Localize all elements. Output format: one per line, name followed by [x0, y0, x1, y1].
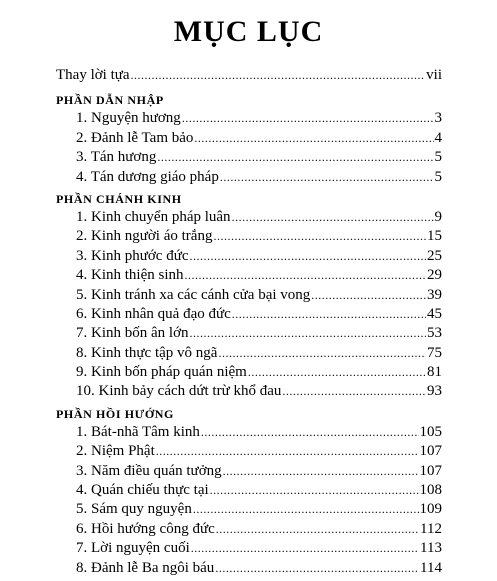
page-title: MỤC LỤC [173, 15, 324, 48]
toc-entry-page: 105 [419, 423, 442, 440]
toc-entry-page: 45 [427, 305, 442, 322]
toc-entry[interactable] [56, 382, 442, 401]
dot-leader [190, 247, 426, 266]
dot-leader [193, 500, 419, 519]
dot-leader [215, 559, 419, 578]
toc-entry-page: 4 [434, 129, 442, 146]
toc-entry-page: 5 [434, 149, 442, 166]
toc-entry[interactable] [56, 559, 442, 578]
toc-entry[interactable] [56, 305, 442, 324]
toc-entry-label: 3. Tán hương [76, 149, 157, 166]
toc-entry-page: vii [426, 67, 442, 83]
section-heading: PHẦN DẪN NHẬP [56, 93, 164, 108]
toc-entry[interactable] [56, 148, 442, 167]
toc-entry[interactable] [56, 227, 442, 246]
toc-section [56, 92, 442, 187]
toc-entry-label: 1. Kinh chuyển pháp luân [76, 208, 231, 225]
toc-entry-page: 39 [427, 286, 442, 303]
toc-entry-label: Thay lời tựa [56, 67, 130, 83]
toc-entry-page: 3 [434, 110, 442, 127]
dot-leader [220, 168, 434, 187]
toc-entry-label: 1. Bát-nhã Tâm kinh [76, 423, 200, 440]
dot-leader [131, 66, 426, 85]
toc-entry[interactable] [56, 247, 442, 266]
toc-entry-page: 107 [419, 443, 442, 460]
toc-entry[interactable] [56, 208, 442, 227]
toc-entry[interactable] [56, 363, 442, 382]
toc-entry-label: 7. Kinh bốn ân lớn [76, 325, 189, 342]
toc-entry[interactable] [56, 109, 442, 128]
toc-entry[interactable] [56, 266, 442, 285]
toc-entry[interactable] [56, 462, 442, 481]
dot-leader [157, 148, 433, 167]
toc-entry-label: 6. Kinh nhân quả đạo đức [76, 305, 231, 322]
toc-entry-label: 4. Quán chiếu thực tại [76, 482, 209, 499]
toc-section [56, 406, 442, 578]
toc-entry-page: 75 [427, 344, 442, 361]
toc-entry-page: 112 [420, 520, 442, 537]
toc-entry-page: 114 [420, 559, 442, 576]
toc-entry-label: 8. Đảnh lễ Ba ngôi báu [76, 559, 215, 576]
toc-entry-page: 53 [427, 325, 442, 342]
toc-entry-label: 2. Kinh người áo trắng [76, 228, 213, 245]
dot-leader [191, 539, 419, 558]
toc-entry-page: 113 [420, 540, 442, 557]
toc-entry-page: 15 [427, 228, 442, 245]
toc-entry-label: 2. Đảnh lễ Tam bảo [76, 129, 194, 146]
dot-leader [185, 266, 427, 285]
toc-entry[interactable] [56, 344, 442, 363]
toc-entry-label: 10. Kinh bảy cách dứt trừ khổ đau [76, 383, 282, 400]
toc-entry-label: 1. Nguyện hương [76, 110, 181, 127]
toc-entry[interactable] [56, 500, 442, 519]
dot-leader [218, 344, 426, 363]
toc-entry[interactable] [56, 423, 442, 442]
dot-leader [156, 442, 419, 461]
dot-leader [216, 520, 419, 539]
toc-entry-page: 5 [434, 168, 442, 185]
toc-entry-label: 6. Hồi hướng công đức [76, 520, 215, 537]
section-heading: PHẦN CHÁNH KINH [56, 191, 182, 206]
dot-leader [182, 109, 434, 128]
toc-entry-label: 7. Lời nguyện cuối [76, 540, 190, 557]
toc-sections [56, 92, 442, 578]
toc-entry-label: 4. Tán dương giáo pháp [76, 168, 219, 185]
toc-entry-page: 81 [427, 364, 442, 381]
toc-entry-page: 9 [434, 208, 442, 225]
toc-entry-page: 29 [427, 267, 442, 284]
toc-entry[interactable] [56, 324, 442, 343]
toc-entry-page: 93 [427, 383, 442, 400]
toc-entry[interactable] [56, 168, 442, 187]
toc-entry-label: 5. Kinh tránh xa các cánh cửa bại vong [76, 286, 311, 303]
dot-leader [232, 208, 434, 227]
toc-entry-label: 5. Sám quy nguyện [76, 501, 192, 518]
toc-entry-intro[interactable] [56, 66, 442, 85]
dot-leader [282, 382, 426, 401]
toc-entry-label: 4. Kinh thiện sinh [76, 267, 184, 284]
dot-leader [213, 227, 426, 246]
toc-entry-page: 107 [419, 462, 442, 479]
toc-entry[interactable] [56, 539, 442, 558]
toc-entry-label: 3. Kinh phước đức [76, 247, 189, 264]
toc-entry-label: 8. Kinh thực tập vô ngã [76, 344, 218, 361]
toc-entry-page: 108 [419, 482, 442, 499]
toc-entry[interactable] [56, 129, 442, 148]
dot-leader [311, 286, 426, 305]
dot-leader [210, 481, 419, 500]
dot-leader [248, 363, 426, 382]
toc-entry-label: 9. Kinh bốn pháp quán niệm [76, 364, 247, 381]
section-heading: PHẦN HỒI HƯỚNG [56, 406, 174, 421]
toc-entry-label: 3. Năm điều quán tưởng [76, 462, 222, 479]
dot-leader [190, 324, 426, 343]
toc-entry[interactable] [56, 520, 442, 539]
dot-leader [223, 462, 419, 481]
toc-entry[interactable] [56, 442, 442, 461]
toc-entry-label: 2. Niệm Phật [76, 443, 155, 460]
toc-entry-page: 25 [427, 247, 442, 264]
dot-leader [194, 129, 433, 148]
dot-leader [232, 305, 426, 324]
toc-entry[interactable] [56, 481, 442, 500]
toc-entry-page: 109 [419, 501, 442, 518]
dot-leader [201, 423, 419, 442]
toc-section [56, 191, 442, 402]
toc-entry[interactable] [56, 286, 442, 305]
table-of-contents [56, 66, 442, 578]
